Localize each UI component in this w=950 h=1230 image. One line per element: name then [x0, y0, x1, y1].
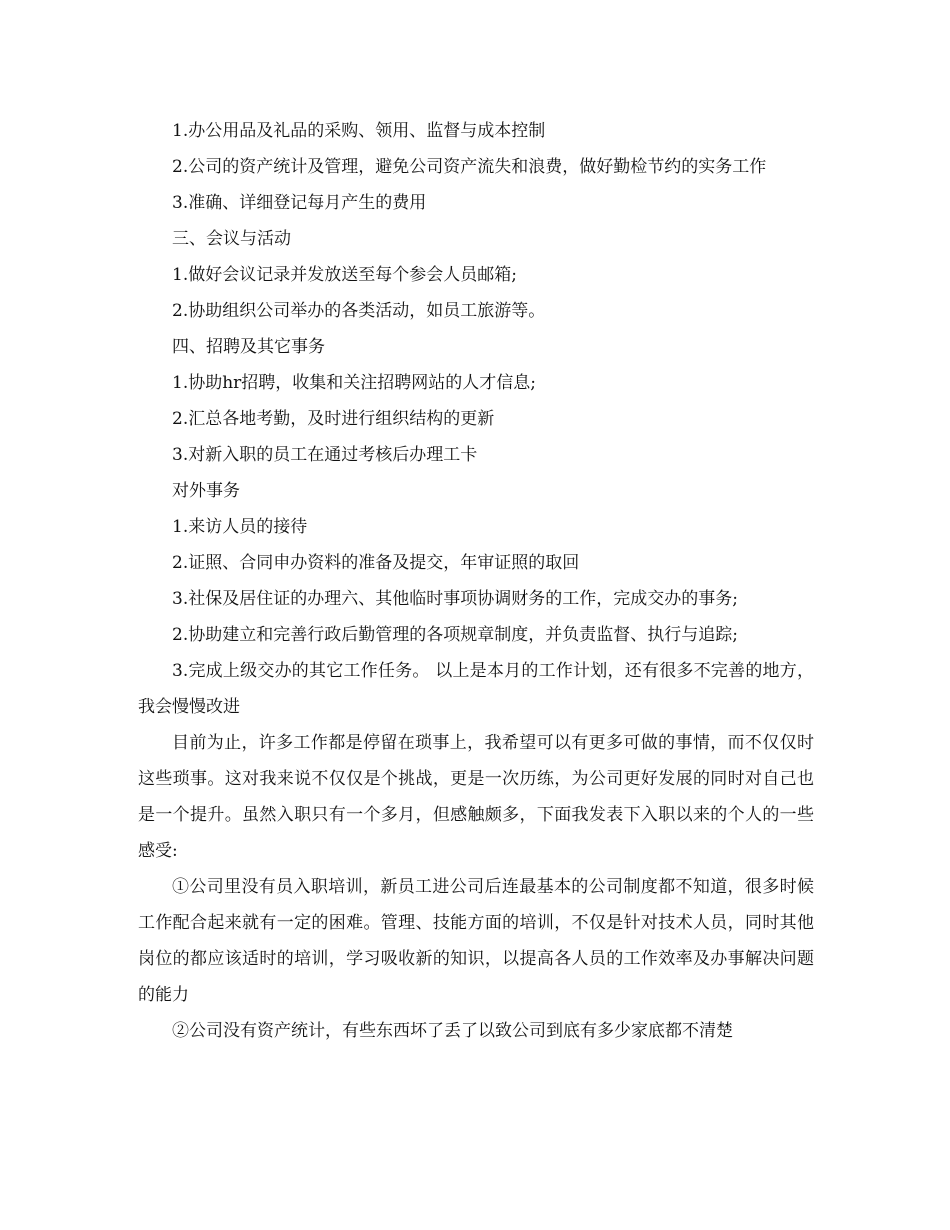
paragraph-visitor-reception: 1.来访人员的接待 [172, 517, 308, 537]
paragraph-training-issue: ①公司里没有员入职培训，新员工进公司后连最基本的公司制度都不知道，很多时候工作配合起来就有一定的困难。管理、技能方面的培训，不仅是针对技术人员，同时其他岗位的都应该适时的培训，学习吸收新的知识，以提高各人员的工作效率及办事解决问题的能力 [138, 877, 814, 1005]
paragraph-reflection: 目前为止，许多工作都是停留在琐事上，我希望可以有更多可做的事情，而不仅仅时这些琐事。这对我来说不仅仅是个挑战，更是一次历练，为公司更好发展的同时对自己也是一个提升。虽然入职只有一个多月，但感触颇多，下面我发表下入职以来的个人的一些感受: [138, 733, 814, 861]
section-heading-meetings: 三、会议与活动 [172, 229, 291, 249]
paragraph-hr-recruiting: 1.协助hr招聘，收集和关注招聘网站的人才信息; [172, 373, 537, 393]
paragraph-asset-management: 2.公司的资产统计及管理，避免公司资产流失和浪费，做好勤检节约的实务工作 [172, 157, 767, 177]
paragraph-attendance: 2.汇总各地考勤，及时进行组织结构的更新 [172, 409, 495, 429]
paragraph-social-security: 3.社保及居住证的办理六、其他临时事项协调财务的工作，完成交办的事务; [172, 589, 738, 609]
document-body [138, 113, 814, 1049]
paragraph-licenses: 2.证照、合同申办资料的准备及提交，年审证照的取回 [172, 553, 580, 573]
paragraph-other-tasks: 3.完成上级交办的其它工作任务。 以上是本月的工作计划，还有很多不完善的地方，我会慢慢改进 [138, 661, 814, 717]
section-heading-external: 对外事务 [172, 481, 240, 501]
paragraph-expense-record: 3.准确、详细登记每月产生的费用 [172, 193, 427, 213]
paragraph-office-supplies: 1.办公用品及礼品的采购、领用、监督与成本控制 [172, 121, 546, 141]
paragraph-work-cards: 3.对新入职的员工在通过考核后办理工卡 [172, 445, 478, 465]
section-heading-recruiting: 四、招聘及其它事务 [172, 337, 325, 357]
paragraph-regulations: 2.协助建立和完善行政后勤管理的各项规章制度，并负责监督、执行与追踪; [172, 625, 738, 645]
paragraph-activities: 2.协助组织公司举办的各类活动，如员工旅游等。 [172, 301, 546, 321]
paragraph-meeting-minutes: 1.做好会议记录并发放送至每个参会人员邮箱; [172, 265, 517, 285]
paragraph-asset-issue: ②公司没有资产统计，有些东西坏了丢了以致公司到底有多少家底都不清楚 [172, 1021, 733, 1041]
